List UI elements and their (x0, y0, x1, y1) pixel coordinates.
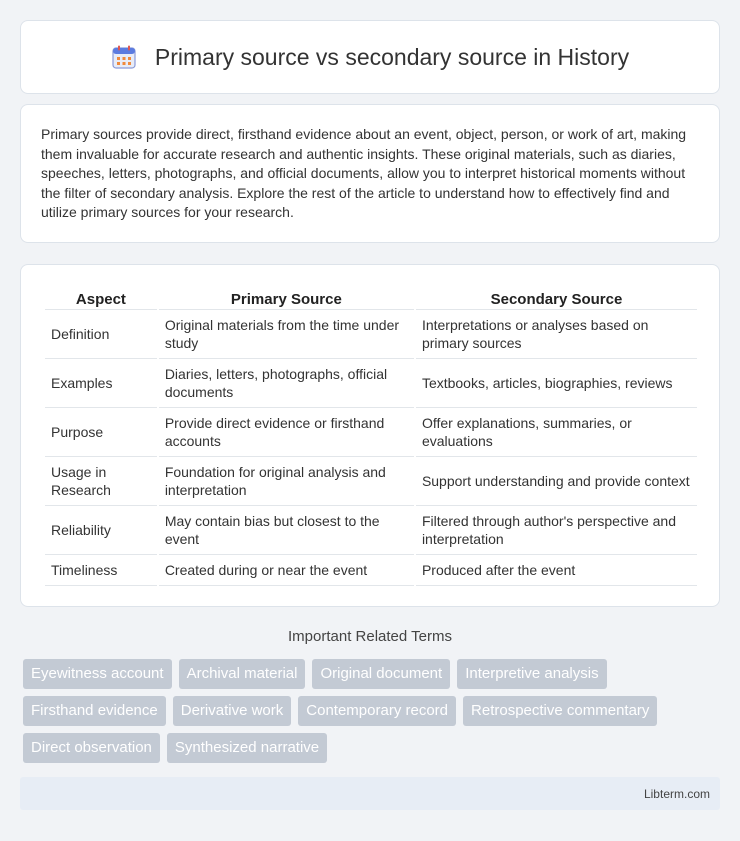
related-term-tag[interactable]: Eyewitness account (23, 659, 172, 689)
cell-aspect: Definition (45, 310, 157, 359)
cell-primary: Foundation for original analysis and interpretation (159, 457, 414, 506)
cell-secondary: Interpretations or analyses based on primary sources (416, 310, 697, 359)
related-term-tag[interactable]: Derivative work (173, 696, 292, 726)
footer (20, 777, 720, 810)
related-term-tag[interactable]: Interpretive analysis (457, 659, 606, 689)
intro-card (20, 104, 720, 243)
table-row (45, 506, 697, 555)
cell-secondary: Filtered through author's perspective and interpretation (416, 506, 697, 555)
footer-site-link[interactable]: Libterm.com (643, 786, 710, 801)
table-header-row (45, 285, 697, 310)
comparison-table (43, 285, 699, 586)
cell-primary: Diaries, letters, photographs, official documents (159, 359, 414, 408)
table-row (45, 457, 697, 506)
related-term-tag[interactable]: Contemporary record (298, 696, 456, 726)
related-term-tag[interactable]: Archival material (179, 659, 306, 689)
page-title: Primary source vs secondary source in History (154, 43, 630, 70)
related-term-tag[interactable]: Original document (312, 659, 450, 689)
cell-aspect: Usage in Research (45, 457, 157, 506)
header-aspect: Aspect (45, 285, 157, 310)
cell-secondary: Offer explanations, summaries, or evaluations (416, 408, 697, 457)
related-terms-list (23, 659, 713, 763)
cell-aspect: Reliability (45, 506, 157, 555)
related-terms-title: Important Related Terms (288, 628, 452, 645)
table-row (45, 555, 697, 586)
header-primary: Primary Source (159, 285, 414, 310)
cell-primary: Provide direct evidence or firsthand accounts (159, 408, 414, 457)
calendar-icon (111, 44, 137, 70)
cell-aspect: Examples (45, 359, 157, 408)
cell-secondary: Support understanding and provide context (416, 457, 697, 506)
cell-secondary: Textbooks, articles, biographies, reviews (416, 359, 697, 408)
header-card (20, 20, 720, 94)
related-term-tag[interactable]: Retrospective commentary (463, 696, 657, 726)
table-row (45, 408, 697, 457)
comparison-table-card (20, 264, 720, 607)
header-secondary: Secondary Source (416, 285, 697, 310)
cell-primary: Original materials from the time under study (159, 310, 414, 359)
related-term-tag[interactable]: Synthesized narrative (167, 733, 327, 763)
cell-primary: May contain bias but closest to the event (159, 506, 414, 555)
related-term-tag[interactable]: Firsthand evidence (23, 696, 166, 726)
table-row (45, 359, 697, 408)
cell-aspect: Purpose (45, 408, 157, 457)
cell-secondary: Produced after the event (416, 555, 697, 586)
intro-paragraph: Primary sources provide direct, firsthand evidence about an event, object, person, or work of art, making them invaluable for accurate research and authentic insights. These original materials, such as diaries, speeches, letters, photographs, and official documents, allow you to interpret historical moments without the filter of secondary analysis. Explore the rest of the article to understand how to effectively find and utilize primary sources for your research. (41, 126, 687, 220)
cell-primary: Created during or near the event (159, 555, 414, 586)
table-row (45, 310, 697, 359)
related-term-tag[interactable]: Direct observation (23, 733, 160, 763)
cell-aspect: Timeliness (45, 555, 157, 586)
title-wrap (111, 44, 629, 71)
